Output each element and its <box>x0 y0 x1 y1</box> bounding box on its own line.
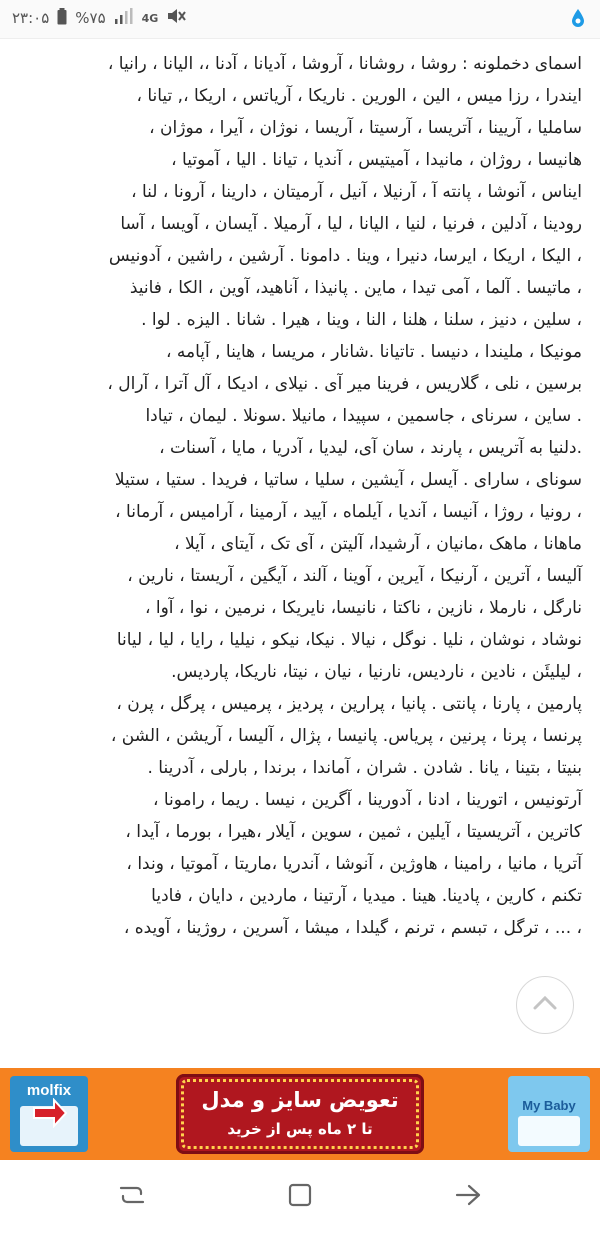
text-line: آتریا ، مانیا ، رامینا ، هاوژین ، آنوشا ، آندریا ،ماریتا ، آموتیا ، وندا ، <box>126 854 582 874</box>
text-line: ماهانا ، ماهک ،مانیان ، آرشیدا، آلیتن ، آی تک ، آیتای ، آیلا ، <box>174 534 582 554</box>
navigation-bar <box>0 1160 600 1233</box>
network-type: 4G <box>141 11 159 25</box>
mute-icon <box>166 7 186 29</box>
status-indicators <box>12 6 186 30</box>
chevron-up-icon <box>532 995 558 1015</box>
names-list-text <box>0 38 600 944</box>
text-line: ، لیلیئَن ، نادین ، ناردیس، نارنیا ، نیان ، نیتا، ناریکا، پاردیس. <box>171 662 582 682</box>
ad-banner[interactable] <box>0 1068 600 1160</box>
ad-title: تعویض سایز و مدل <box>201 1088 399 1112</box>
text-line: کاترین ، آتریسیتا ، آیلین ، ثمین ، سوین ، آیلار ،هیرا ، بورما ، آیدا ، <box>125 822 582 842</box>
text-line: ، ... ، ترگل ، تبسم ، ترنم ، گیلدا ، میشا ، آسرین ، روژینا ، آویده ، <box>123 918 582 938</box>
recents-button[interactable] <box>110 1178 154 1216</box>
recents-icon <box>117 1182 147 1212</box>
text-line: نوشاد ، نوشان ، نلیا . نوگل ، نیالا . نیکا، نیکو ، نیلیا ، رایا ، لیا ، لیانا <box>116 630 582 650</box>
text-line: نارگل ، نارملا ، نازین ، ناکتا ، نانیسا، نایریکا ، نرمین ، نوا ، آوا ، <box>144 598 582 618</box>
text-line: ایناس ، آنوشا ، پانته آ ، آرنیلا ، آنیل ، آرمیتان ، دارینا ، آرونا ، لنا ، <box>131 182 582 202</box>
notification-drop-icon <box>570 8 586 32</box>
clock: ۲۳:۰۵ <box>12 9 50 27</box>
home-icon <box>287 1182 313 1212</box>
brand-logo-molfix: molfix <box>26 1082 72 1099</box>
arrow-right-icon <box>32 1098 68 1128</box>
text-line: ایندرا ، رزا میس ، الین ، الورین . ناریکا ، آریاتس ، اریکا ،, تیانا ، <box>136 86 582 106</box>
back-button[interactable] <box>446 1178 490 1216</box>
home-button[interactable] <box>278 1178 322 1216</box>
text-line: مونیکا ، ملیندا ، دنیسا . تاتیانا .شانار ، مریسا ، هاینا , آپامه ، <box>165 342 582 362</box>
status-bar <box>0 0 600 39</box>
text-line: برسین ، نلی ، گلاریس ، فرینا میر آی . نیلای ، ادیکا ، آل آترا ، آرال ، <box>107 374 582 394</box>
brand-logo-mybaby: My Baby <box>522 1098 576 1113</box>
scroll-to-top-button[interactable] <box>516 976 574 1034</box>
battery-icon <box>57 8 67 29</box>
diaper-pack-right <box>508 1076 590 1152</box>
text-line: ، ماتیسا . آلما ، آمی تیدا ، ماین . پانیذا ، آناهید، آوین ، الکا ، فانیذ <box>129 278 582 298</box>
text-line: بنیتا ، بتینا ، یانا . شادن . شران ، آماندا ، برندا , بارلی ، آدرینا . <box>147 758 582 778</box>
text-line: سونای ، سارای . آیسل ، آیشین ، سلیا ، ساتیا ، فریدا . ستیا ، ستیلا <box>114 470 582 490</box>
signal-icon <box>114 8 134 28</box>
ad-subtitle: تا ۲ ماه پس از خرید <box>227 1120 373 1138</box>
text-line: آرتونیس ، اتورینا ، ادنا ، آدورینا ، آگرین ، نیسا . ریما ، رامونا ، <box>152 790 582 810</box>
battery-level: %۷۵ <box>75 9 106 27</box>
text-line: پرنسا ، پرنا ، پرنین ، پریاس. پانیسا ، پژال ، آلیسا ، آریشن ، الشن ، <box>110 726 582 746</box>
text-line: ، سلین ، دنیز ، سلنا ، هلنا ، النا ، وینا ، هیرا . شانا . الیزه . لوا . <box>141 310 582 330</box>
ad-marquee-sign <box>176 1074 424 1154</box>
text-line: ، رونیا ، روژا ، آنیسا ، آندیا ، آیلماه ، آیید ، آرمینا ، آرامیس ، آرمانا ، <box>115 502 582 522</box>
back-icon <box>453 1182 483 1212</box>
text-line: رودینا ، آدلین ، فرنیا ، لنیا ، الیانا ، لیا ، آرمیلا . آیسان ، آویسا ، آسا <box>120 214 582 234</box>
comment-content <box>0 38 600 1068</box>
text-line: . ساین ، سرنای ، جاسمین ، سپیدا ، مانیلا .سونلا . لیمان ، تیادا <box>145 406 582 426</box>
text-line: پارمین ، پارنا ، پانتی . پانیا ، پرارین ، پردیز ، پرمیس ، پرگل ، پرن ، <box>116 694 582 714</box>
text-line: ، الیکا ، اریکا ، ایرسا، دنیرا ، وینا . دامونا . آرشین ، راشین ، آدونیس <box>108 246 582 266</box>
text-line: تکنم ، کارین ، پادینا. هینا . میدیا ، آرتینا ، ماردین ، دایان ، فادیا <box>151 886 582 906</box>
text-line: ساملیا ، آریینا ، آتریسا ، آرسیتا ، آریسا ، نوژان ، آیرا ، موژان ، <box>149 118 582 138</box>
text-line: هانیسا ، روژان ، مانیدا ، آمیتیس ، آندیا ، تیانا . الیا ، آموتیا ، <box>171 150 582 170</box>
text-line: آلیسا ، آترین ، آرنیکا ، آیرین ، آوینا ، آلند ، آیگین ، آریستا ، نارین ، <box>127 566 582 586</box>
text-line: .دلنیا به آتریس ، پارند ، سان آی، لیدیا ، آدریا ، مایا ، آسنات ، <box>159 438 582 458</box>
text-line: اسمای دخملونه : روشا ، روشانا ، آروشا ، آدیانا ، آدنا ،، الیانا ، رانیا ، <box>107 54 582 74</box>
